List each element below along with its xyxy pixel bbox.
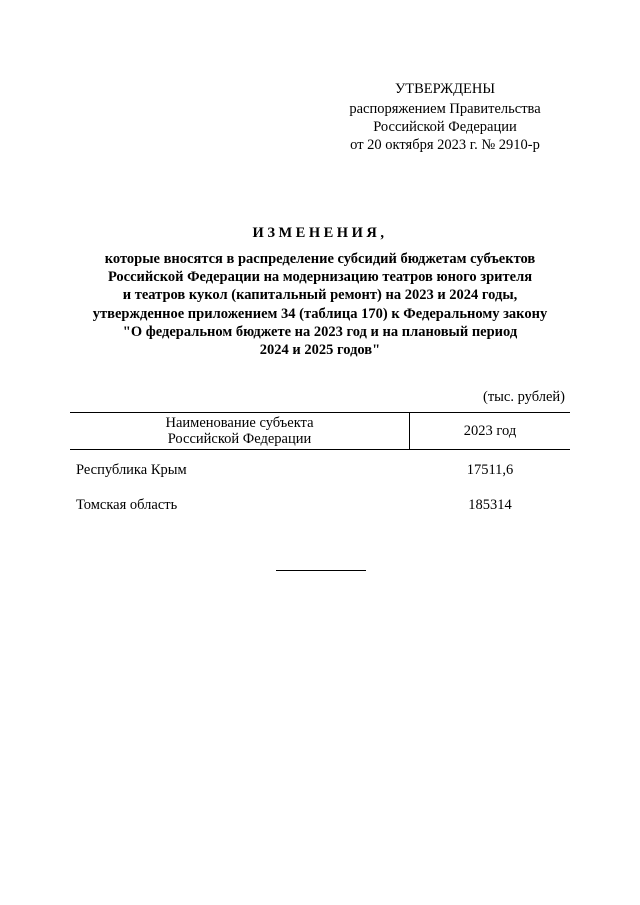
row-value: 185314 [468, 497, 512, 513]
row-value: 17511,6 [466, 462, 514, 478]
header-subject-line: Наименование субъекта [165, 415, 314, 431]
subtitle-line: которые вносятся в распределение субсидий бюджетам субъектов [104, 251, 536, 267]
subtitle-line: и театров кукол (капитальный ремонт) на 2023 и 2024 годы, [122, 287, 518, 304]
subtitle-line: "О федеральном бюджете на 2023 год и на плановый период [122, 323, 518, 340]
end-divider [276, 570, 366, 571]
approval-line: распоряжением Правительства [349, 101, 541, 117]
subsidy-table [70, 412, 570, 513]
subtitle-line: Российской Федерации на модернизацию театров юного зрителя [107, 269, 533, 286]
header-subject-line: Российской Федерации [167, 431, 312, 447]
approval-line: от 20 октября 2023 г. № 2910-р [350, 137, 540, 153]
row-subject: Республика Крым [76, 462, 187, 478]
approval-block [330, 80, 560, 154]
document-title: ИЗМЕНЕНИЯ, [252, 225, 388, 241]
subtitle-line: утвержденное приложением 34 (таблица 170) к Федеральному закону [92, 305, 548, 322]
row-subject: Томская область [76, 497, 178, 513]
approval-heading: УТВЕРЖДЕНЫ [394, 81, 496, 97]
approval-line: Российской Федерации [373, 119, 517, 135]
header-year: 2023 год [463, 423, 517, 439]
units-label: (тыс. рублей) [483, 389, 565, 405]
subtitle-line: 2024 и 2025 годов" [259, 342, 381, 359]
table-row [70, 497, 570, 514]
header-subject [70, 413, 410, 449]
table-header [70, 412, 570, 450]
document-subtitle [40, 250, 600, 359]
table-row [70, 462, 570, 479]
